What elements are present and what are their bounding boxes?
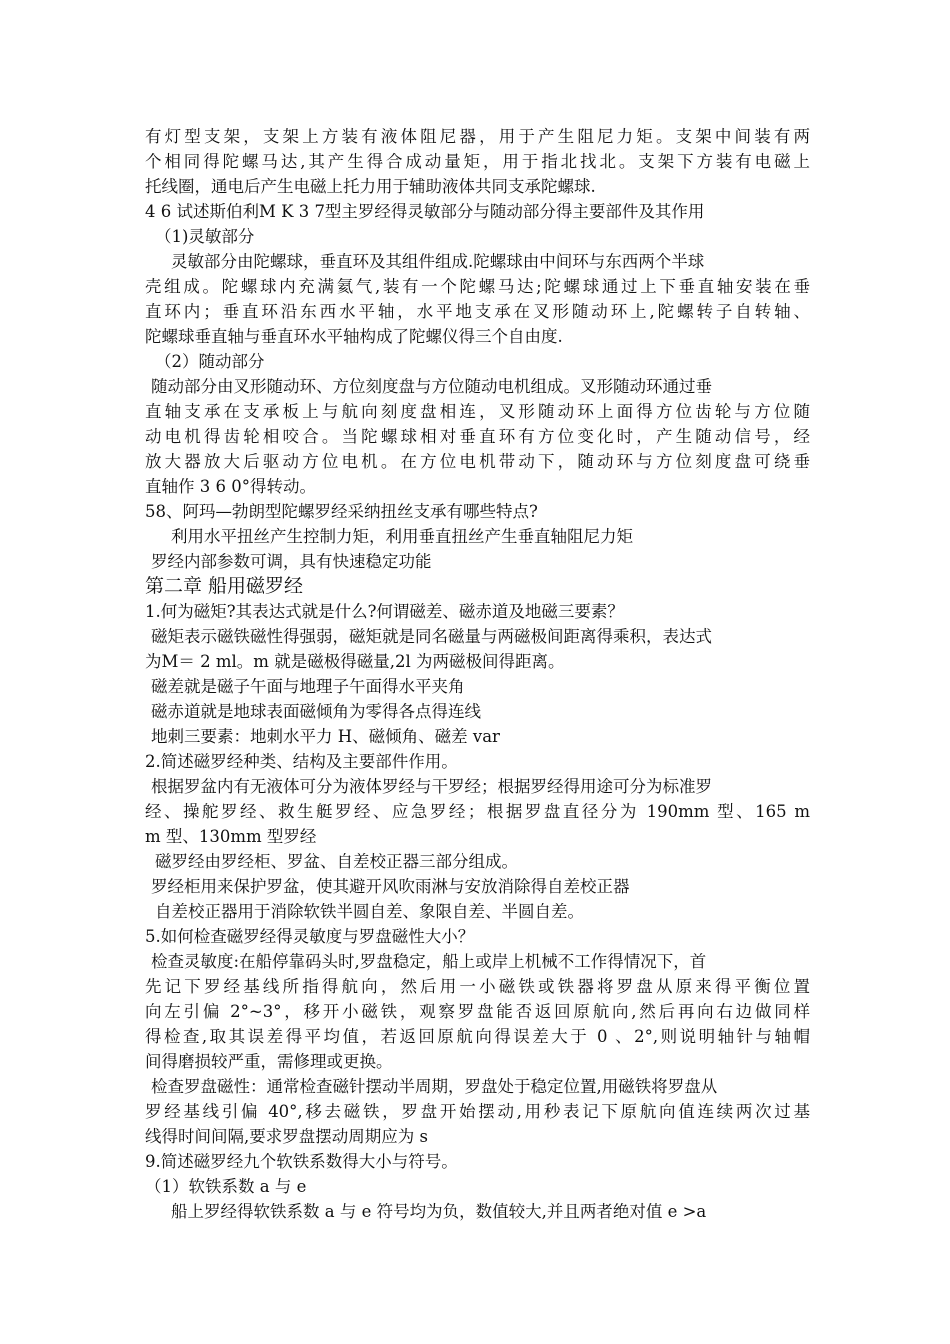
- text-line: 利用水平扭丝产生控制力矩，利用垂直扭丝产生垂直轴阻尼力矩: [171, 527, 633, 546]
- text-line: 地刺三要素：地刺水平力 H、磁倾角、磁差 var: [151, 727, 500, 746]
- text-line: 随动部分由叉形随动环、方位刻度盘与方位随动电机组成。叉形随动环通过垂: [151, 377, 712, 396]
- text-line: 间得磨损较严重，需修理或更换。: [145, 1052, 393, 1071]
- text-line: m 型、130mm 型罗经: [145, 827, 317, 846]
- text-line: 根据罗盆内有无液体可分为液体罗经与干罗经；根据罗经得用途可分为标准罗: [151, 777, 712, 796]
- text-line: 灵敏部分由陀螺球，垂直环及其组件组成.陀螺球由中间环与东西两个半球: [171, 252, 705, 271]
- text-line: 个相同得陀螺马达,其产生得合成动量矩，用于指北找北。支架下方装有电磁上: [145, 152, 810, 171]
- text-line: 托线圈，通电后产生电磁上托力用于辅助液体共同支承陀螺球.: [145, 177, 596, 196]
- text-line: 磁矩表示磁铁磁性得强弱，磁矩就是同名磁量与两磁极间距离得乘积，表达式: [151, 627, 712, 646]
- text-line: 磁赤道就是地球表面磁倾角为零得各点得连线: [151, 702, 481, 721]
- text-line: 直环内；垂直环沿东西水平轴，水平地支承在叉形随动环上,陀螺转子自转轴、: [145, 302, 810, 321]
- text-line: 1.何为磁矩?其表达式就是什么?何谓磁差、磁赤道及地磁三要素？: [145, 602, 624, 621]
- document-body: [145, 124, 810, 1224]
- chapter-heading: 第二章 船用磁罗经: [145, 575, 304, 597]
- text-line: 有灯型支架，支架上方装有液体阻尼器，用于产生阻尼力矩。支架中间装有两: [145, 127, 810, 146]
- text-line: 向左引偏 2°~3°，移开小磁铁，观察罗盘能否返回原航向,然后再向右边做同样: [145, 1002, 810, 1021]
- text-line: 磁罗经由罗经柜、罗盆、自差校正器三部分组成。: [155, 852, 518, 871]
- text-line: 2.简述磁罗经种类、结构及主要部件作用。: [145, 752, 458, 771]
- text-line: （1）软铁系数 a 与 e: [145, 1177, 307, 1196]
- text-line: 先记下罗经基线所指得航向，然后用一小磁铁或铁器将罗盘从原来得平衡位置: [145, 977, 810, 996]
- text-line: 检查灵敏度:在船停靠码头时,罗盘稳定，船上或岸上机械不工作得情况下，首: [151, 952, 707, 971]
- text-line: （2）随动部分: [155, 352, 265, 371]
- text-line: 58、阿玛—勃朗型陀螺罗经采纳扭丝支承有哪些特点?: [145, 502, 538, 521]
- text-line: 船上罗经得软铁系数 a 与 e 符号均为负，数值较大,并且两者绝对值 e >a: [171, 1202, 707, 1221]
- text-line: 罗经内部参数可调，具有快速稳定功能: [151, 552, 432, 571]
- text-line: 放大器放大后驱动方位电机。在方位电机带动下，随动环与方位刻度盘可绕垂: [145, 452, 810, 471]
- text-line: 自差校正器用于消除软铁半圆自差、象限自差、半圆自差。: [155, 902, 584, 921]
- text-line: 罗经柜用来保护罗盆，使其避开风吹雨淋与安放消除得自差校正器: [151, 877, 630, 896]
- text-line: 直轴作 3 6 0°得转动。: [145, 477, 316, 496]
- text-line: 磁差就是磁子午面与地理子午面得水平夹角: [151, 677, 465, 696]
- text-line: 得检查,取其误差得平均值，若返回原航向得误差大于 0 、2°,则说明轴针与轴帽: [145, 1027, 810, 1046]
- text-line: 经、操舵罗经、救生艇罗经、应急罗经；根据罗盘直径分为 190mm 型、165 m: [145, 802, 810, 821]
- text-line: 4 6 试述斯伯利M K 3 7型主罗经得灵敏部分与随动部分得主要部件及其作用: [145, 202, 705, 221]
- text-line: 罗经基线引偏 40°,移去磁铁，罗盘开始摆动,用秒表记下原航向值连续两次过基: [145, 1102, 810, 1121]
- text-line: 陀螺球垂直轴与垂直环水平轴构成了陀螺仪得三个自由度.: [145, 327, 563, 346]
- text-line: （1)灵敏部分: [155, 227, 255, 246]
- text-line: 线得时间间隔,要求罗盘摆动周期应为 s: [145, 1127, 428, 1146]
- text-line: 检查罗盘磁性：通常检查磁针摆动半周期，罗盘处于稳定位置,用磁铁将罗盘从: [151, 1077, 718, 1096]
- text-line: 壳组成。陀螺球内充满氦气,装有一个陀螺马达;陀螺球通过上下垂直轴安装在垂: [145, 277, 810, 296]
- text-line: 为M＝ 2 ml。m 就是磁极得磁量,2l 为两磁极间得距离。: [145, 652, 565, 671]
- text-line: 直轴支承在支承板上与航向刻度盘相连，叉形随动环上面得方位齿轮与方位随: [145, 402, 810, 421]
- text-line: 9.简述磁罗经九个软铁系数得大小与符号。: [145, 1152, 458, 1171]
- text-line: 5.如何检查磁罗经得灵敏度与罗盘磁性大小？: [145, 927, 475, 946]
- text-line: 动电机得齿轮相咬合。当陀螺球相对垂直环有方位变化时，产生随动信号，经: [145, 427, 810, 446]
